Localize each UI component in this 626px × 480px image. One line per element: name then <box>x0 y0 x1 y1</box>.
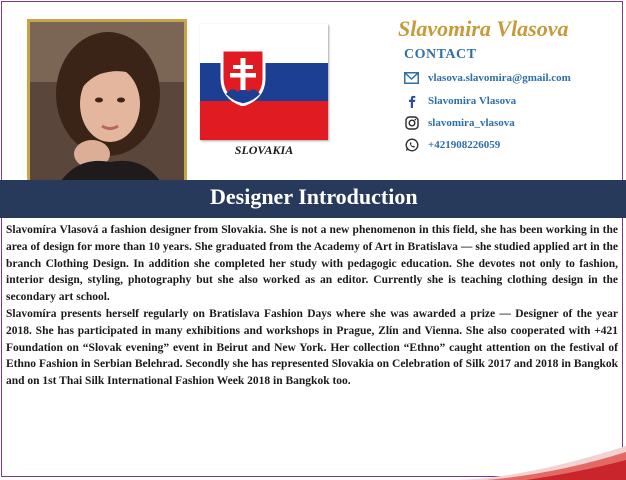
corner-decoration <box>456 440 626 480</box>
contact-phone-row[interactable] <box>404 136 500 154</box>
slovakia-flag <box>200 24 328 140</box>
whatsapp-icon <box>404 138 419 153</box>
contact-facebook-row[interactable] <box>404 92 516 110</box>
contact-instagram[interactable]: slavomira_vlasova <box>428 117 515 129</box>
contact-facebook[interactable]: Slavomira Vlasova <box>428 95 517 107</box>
section-title: Designer Introduction <box>210 184 418 209</box>
country-label: SLOVAKIA <box>234 143 294 157</box>
instagram-icon <box>404 116 419 131</box>
contact-email-row[interactable] <box>404 69 571 87</box>
coat-of-arms-icon <box>220 48 266 106</box>
bio-paragraph: Slavomíra presents herself regularly on Bratislava Fashion Days where she was awarded a prize — Designer of the year 2018. She has participated in many exhibitions and workshops in Prague, Zlín and Vienna. She also cooperated with +421 Foundation on “Slovak evening” event in Beirut and New York. Her collection “Ethno” caught attention on the festival of Ethno Fashion in Serbian Belehrad. Secondly she has represented Slovakia on Celebration of Silk 2017 and 2018 in Bangkok and on 1st Thai Silk International Fashion Week 2018 in Bangkok too. <box>6 307 618 388</box>
facebook-icon <box>404 94 419 109</box>
email-icon <box>404 71 419 86</box>
designer-name: Slavomira Vlasova <box>398 16 569 41</box>
contact-phone[interactable]: +421908226059 <box>428 139 501 151</box>
designer-photo <box>27 19 187 203</box>
designer-bio <box>6 222 618 390</box>
bio-paragraph: Slavomíra Vlasová a fashion designer from Slovakia. She is not a new phenomenon in this field, she has been working in the area of design for more than 10 years. She graduated from the Academy of Art in Bratislava — she studied applied art in the branch Clothing Design. In addition she completed her study with pedagogic education. She devotes not only to fashion, interior design, styling, photography but she also worked as an editor. Currently she is teaching clothing design in the secondary art school. <box>6 224 618 304</box>
contact-heading: CONTACT <box>404 47 477 62</box>
contact-email[interactable]: vlasova.slavomira@gmail.com <box>428 72 571 84</box>
contact-instagram-row[interactable] <box>404 114 515 132</box>
